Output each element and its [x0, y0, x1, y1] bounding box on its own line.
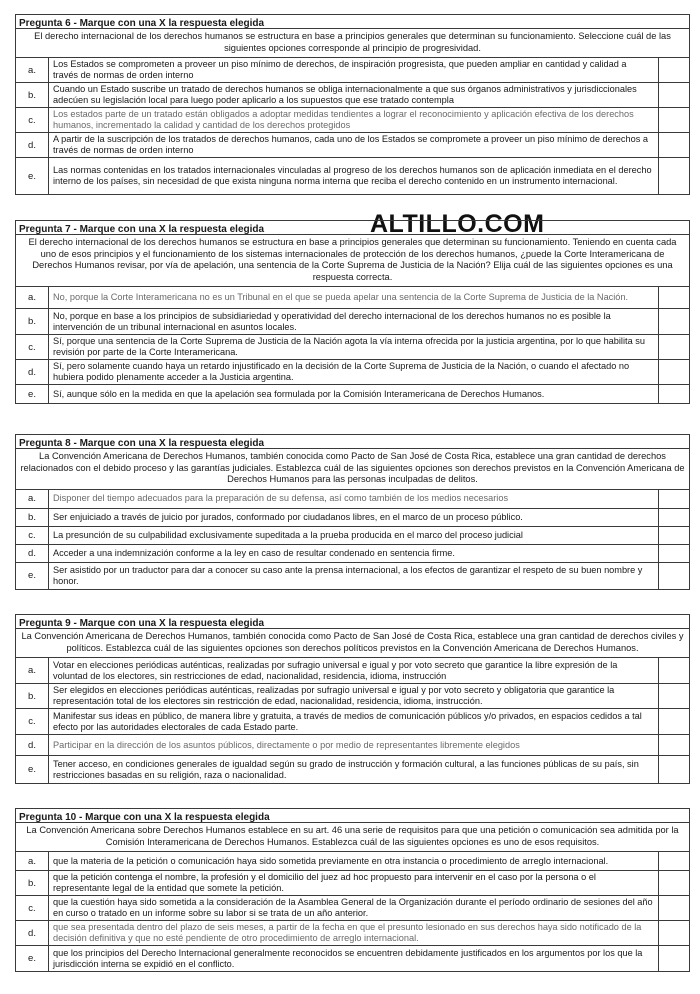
option-c[interactable] [16, 896, 689, 921]
option-text: Participar en la dirección de los asuntos públicos, directamente o por medio de representantes libremente elegidos [53, 739, 520, 750]
option-text: Tener acceso, en condiciones generales de igualdad según su grado de instrucción y formación cultural, a las funciones públicas de su país, sin restricciones basadas en su religión, raza o nacionalidad. [53, 758, 639, 780]
option-letter: b. [16, 309, 49, 334]
option-text: que la materia de la petición o comunicación haya sido sometida previamente en otra instancia o procedimiento de arreglo internacional. [53, 855, 609, 866]
question-stem: El derecho internacional de los derechos humanos se estructura en base a principios generales que determinan su funcionamiento. Seleccione cuál de las siguientes opciones corresponde al principio de progresividad. [16, 29, 689, 58]
answer-box[interactable] [658, 735, 689, 755]
option-letter: e. [16, 756, 49, 783]
question-stem: El derecho internacional de los derechos humanos se estructura en base a principios generales que determinan su funcionamiento. Teniendo en cuenta cada uno de esos principios y el funcionamiento de los sistemas internacionales de protección de los derechos humanos, ¿puede la Corte Interamericana de Derechos Humanos revisar, por vía de apelación, una sentencia de la Corte Suprema de Justicia de la Nación? Elija cuál de las siguientes opciones es una respuesta correcta. [16, 235, 689, 287]
answer-box[interactable] [658, 490, 689, 508]
option-letter: c. [16, 896, 49, 920]
answer-box[interactable] [658, 133, 689, 157]
option-e[interactable] [16, 563, 689, 589]
option-text: Votar en elecciones periódicas auténticas, realizadas por sufragio universal e igual y por voto secreto que garantice la libre expresión de la voluntad de los electores, sin restricciones de edad, nacionalidad, residencia, idioma, instrucción [53, 659, 618, 681]
option-letter: d. [16, 360, 49, 384]
question-stem: La Convención Americana de Derechos Humanos, también conocida como Pacto de San José de Costa Rica, establece una gran cantidad de derechos civiles y políticos. Establezca cuál de las siguientes opciones son derechos políticos previstos en la Convención Americana de Derechos Humanos. [16, 629, 689, 658]
question-title: Pregunta 7 - Marque con una X la respuesta elegida [16, 221, 689, 235]
option-letter: e. [16, 946, 49, 971]
option-d[interactable] [16, 735, 689, 756]
answer-box[interactable] [658, 509, 689, 526]
option-text: La presunción de su culpabilidad exclusivamente supeditada a la prueba producida en el marco del proceso judicial [53, 529, 523, 540]
option-d[interactable] [16, 360, 689, 385]
option-text: que los principios del Derecho Internacional generalmente reconocidos se encuentren debidamente justificados en los argumentos por los que la jurisdicción interna se expidió en el conflicto. [53, 947, 643, 969]
answer-box[interactable] [658, 756, 689, 783]
option-c[interactable] [16, 335, 689, 360]
option-a[interactable] [16, 852, 689, 871]
option-a[interactable] [16, 58, 689, 83]
answer-box[interactable] [658, 83, 689, 107]
option-b[interactable] [16, 309, 689, 335]
option-d[interactable] [16, 545, 689, 563]
option-text: que la cuestión haya sido sometida a la consideración de la Asamblea General de la Organización durante el período ordinario de sesiones del año en curso o tratado en un informe sobre su labor si se trata de un año anterior. [53, 897, 653, 918]
option-a[interactable] [16, 658, 689, 684]
question-9 [15, 614, 690, 784]
question-stem: La Convención Americana de Derechos Humanos, también conocida como Pacto de San José de Costa Rica, establece una gran cantidad de derechos relacionados con el debido proceso y las garantías judiciales. Establezca cuál de las siguientes opciones son derechos previstos en la Convención Americana de Derechos Humanos para las personas inculpadas de delitos. [16, 449, 689, 490]
question-title: Pregunta 6 - Marque con una X la respuesta elegida [16, 15, 689, 29]
option-e[interactable] [16, 385, 689, 403]
option-letter: b. [16, 509, 49, 526]
option-letter: d. [16, 545, 49, 562]
answer-box[interactable] [658, 527, 689, 544]
question-8 [15, 434, 690, 590]
option-letter: a. [16, 58, 49, 82]
question-stem: La Convención Americana sobre Derechos Humanos establece en su art. 46 una serie de requisitos para que una petición o comunicación sea admitida por la Comisión Interamericana de Derechos Humanos. Establezca cuál de las siguientes opciones es uno de esos requisitos. [16, 823, 689, 852]
question-7 [15, 220, 690, 404]
option-text: Ser elegidos en elecciones periódicas auténticas, realizadas por sufragio universal e igual y por voto secreto y obligatoria que garantice la representación total de los electores sin restricción de edad, nacionalidad, residencia, idioma, instrucción. [53, 685, 615, 706]
answer-box[interactable] [658, 921, 689, 945]
option-b[interactable] [16, 509, 689, 527]
option-letter: c. [16, 108, 49, 132]
option-text: Sí, porque una sentencia de la Corte Suprema de Justicia de la Nación agota la vía interna ofrecida por la justicia argentina, por lo que habilita su revisión por parte de la Corte Interamericana. [53, 336, 645, 357]
option-letter: a. [16, 852, 49, 870]
option-text: que la petición contenga el nombre, la profesión y el domicilio del juez ad hoc propuesto para intervenir en el caso por la persona o el representante legal de la entidad que somete la petición. [53, 872, 596, 893]
option-c[interactable] [16, 108, 689, 133]
option-b[interactable] [16, 871, 689, 896]
option-c[interactable] [16, 527, 689, 545]
option-text: Sí, pero solamente cuando haya un retardo injustificado en la decisión de la Corte Suprema de Justicia de la Nación, o cuando el afectado no hubiera podido plenamente acceder a la Justicia argentina. [53, 361, 630, 382]
option-d[interactable] [16, 133, 689, 158]
answer-box[interactable] [658, 658, 689, 683]
option-letter: b. [16, 684, 49, 708]
option-text: Disponer del tiempo adecuados para la preparación de su defensa, así como también de los medios necesarios [53, 493, 509, 503]
option-text: Los estados parte de un tratado están obligados a adoptar medidas tendientes a lograr el reconocimiento y aplicación efectiva de los derechos humanos, incrementado la calidad y cantidad de los derechos protegidos [53, 109, 634, 130]
option-text: Acceder a una indemnización conforme a la ley en caso de resultar condenado en sentencia firme. [53, 547, 455, 558]
option-letter: d. [16, 133, 49, 157]
option-text: Manifestar sus ideas en público, de manera libre y gratuita, a través de medios de comunicación públicos y/o privados, en espacios cedidos a tal efecto por las autoridades electorales de cada Estado parte. [53, 710, 642, 732]
option-b[interactable] [16, 684, 689, 709]
option-letter: d. [16, 735, 49, 755]
option-e[interactable] [16, 946, 689, 971]
option-letter: a. [16, 490, 49, 508]
option-b[interactable] [16, 83, 689, 108]
option-text: No, porque en base a los principios de subsidiariedad y operatividad del derecho internacional de los derechos humanos no es posible la intervención de un tribunal internacional en asuntos locales. [53, 310, 611, 332]
option-text: A partir de la suscripción de los tratados de derechos humanos, cada uno de los Estados se compromete a proveer un piso mínimo de derechos a través de normas de orden interno [53, 134, 648, 155]
question-title: Pregunta 8 - Marque con una X la respuesta elegida [16, 435, 689, 449]
watermark: ALTILLO.COM [370, 210, 545, 238]
option-text: que sea presentada dentro del plazo de seis meses, a partir de la fecha en que el presunto lesionado en sus derechos haya sido notificado de la decisión definitiva y que no esté pendiente de otro procedimiento de arreglo internacional. [53, 922, 642, 943]
question-title: Pregunta 9 - Marque con una X la respuesta elegida [16, 615, 689, 629]
answer-box[interactable] [658, 946, 689, 971]
option-letter: c. [16, 527, 49, 544]
question-title: Pregunta 10 - Marque con una X la respuesta elegida [16, 809, 689, 823]
option-letter: e. [16, 563, 49, 589]
answer-box[interactable] [658, 709, 689, 734]
option-letter: d. [16, 921, 49, 945]
answer-box[interactable] [658, 287, 689, 308]
option-text: Los Estados se comprometen a proveer un piso mínimo de derechos, de inspiración progresista, que pueden ampliar en cantidad y calidad a través de normas de orden interno [53, 59, 627, 80]
option-e[interactable] [16, 158, 689, 194]
option-text: Cuando un Estado suscribe un tratado de derechos humanos se obliga internacionalmente a que sus órganos administrativos y jurisdiccionales adecúen su legislación local para luego poder aplicarlo a los supuestos que ese tratado contempla [53, 84, 637, 105]
answer-box[interactable] [658, 684, 689, 708]
option-text: Ser enjuiciado a través de juicio por jurados, conformado por ciudadanos libres, en el marco de un proceso público. [53, 511, 523, 522]
answer-box[interactable] [658, 563, 689, 589]
option-text: No, porque la Corte Interamericana no es un Tribunal en el que se pueda apelar una sentencia de la Corte Suprema de Justicia de la Nación. [53, 292, 629, 302]
answer-box[interactable] [658, 871, 689, 895]
option-a[interactable] [16, 490, 689, 509]
option-letter: b. [16, 871, 49, 895]
option-e[interactable] [16, 756, 689, 783]
answer-box[interactable] [658, 309, 689, 334]
option-c[interactable] [16, 709, 689, 735]
answer-box[interactable] [658, 108, 689, 132]
question-10 [15, 808, 690, 972]
option-letter: e. [16, 385, 49, 403]
option-d[interactable] [16, 921, 689, 946]
answer-box[interactable] [658, 335, 689, 359]
question-6 [15, 14, 690, 195]
answer-box[interactable] [658, 545, 689, 562]
option-letter: a. [16, 658, 49, 683]
answer-box[interactable] [658, 385, 689, 403]
option-a[interactable] [16, 287, 689, 309]
option-text: Ser asistido por un traductor para dar a conocer su caso ante la prensa internacional, a los efectos de garantizar el respeto de su buen nombre y honor. [53, 564, 643, 586]
option-letter: b. [16, 83, 49, 107]
answer-box[interactable] [658, 158, 689, 194]
answer-box[interactable] [658, 896, 689, 920]
option-text: Sí, aunque sólo en la medida en que la apelación sea formulada por la Comisión Interamericana de Derechos Humanos. [53, 388, 545, 399]
answer-box[interactable] [658, 360, 689, 384]
answer-box[interactable] [658, 58, 689, 82]
option-letter: e. [16, 158, 49, 194]
option-letter: a. [16, 287, 49, 308]
answer-box[interactable] [658, 852, 689, 870]
option-letter: c. [16, 709, 49, 734]
option-text: Las normas contenidas en los tratados internacionales vinculadas al progreso de los derechos humanos son de aplicación inmediata en el derecho interno de los países, sin necesidad de que exista ninguna norma interna que reciba el derecho contenido en un instrumento internacional. [53, 165, 652, 186]
option-letter: c. [16, 335, 49, 359]
